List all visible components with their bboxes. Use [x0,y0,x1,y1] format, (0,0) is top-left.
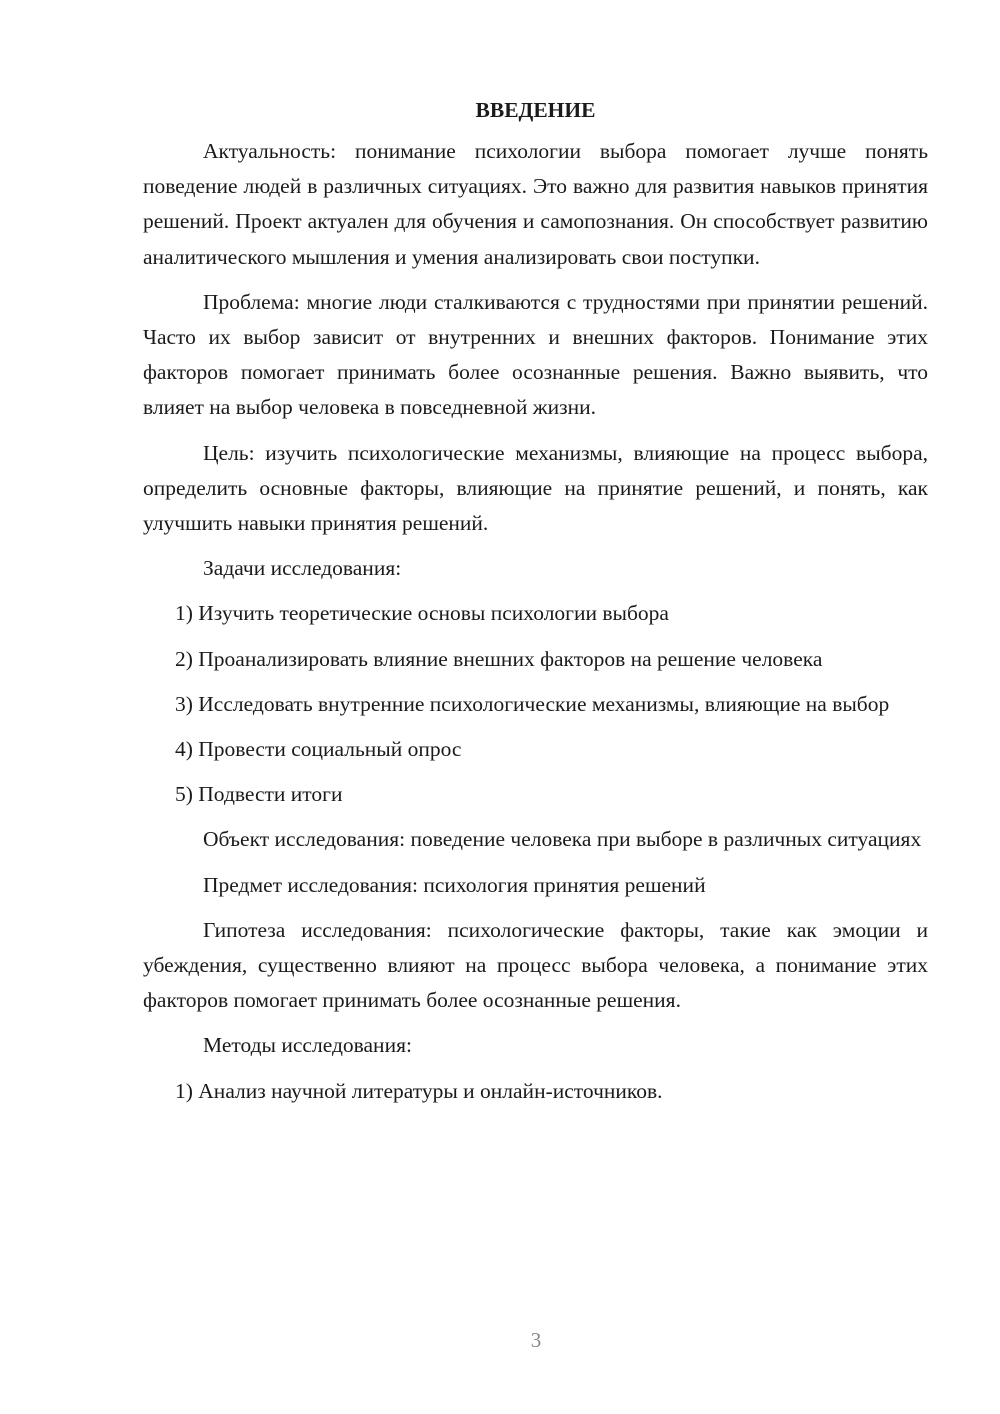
goal-paragraph: Цель: изучить психологические механизмы, влияющие на процесс выбора, определить основные факторы, влияющие на принятие решений, и понять, как улучшить навыки принятия решений. [143,440,928,536]
document-page [143,90,928,1119]
page-number: 3 [530,1328,542,1352]
tasks-heading: Задачи исследования: [203,556,402,581]
hypothesis-paragraph: Гипотеза исследования: психологические факторы, такие как эмоции и убеждения, существенно влияют на процесс выбора человека, а понимание этих факторов помогает принимать более осознанные решения. [143,917,928,1013]
relevance-paragraph: Актуальность: понимание психологии выбора помогает лучше понять поведение людей в различных ситуациях. Это важно для развития навыков принятия решений. Проект актуален для обучения и самопознания. Он способствует развитию аналитического мышления и умения анализировать свои поступки. [143,139,928,269]
task-item-3: 3) Исследовать внутренние психологические механизмы, влияющие на выбор [175,691,890,716]
task-item-4: 4) Провести социальный опрос [175,737,462,762]
subject-paragraph: Предмет исследования: психология принятия решений [203,872,706,897]
task-item-1: 1) Изучить теоретические основы психологии выбора [175,601,669,626]
task-item-5: 5) Подвести итоги [175,782,343,807]
object-paragraph: Объект исследования: поведение человека при выборе в различных ситуациях [203,827,922,852]
task-item-2: 2) Проанализировать влияние внешних факторов на решение человека [175,646,823,671]
methods-heading: Методы исследования: [203,1033,412,1058]
method-item-1: 1) Анализ научной литературы и онлайн-источников. [175,1078,663,1103]
section-title: ВВЕДЕНИЕ [475,98,596,122]
problem-paragraph: Проблема: многие люди сталкиваются с трудностями при принятии решений. Часто их выбор зависит от внутренних и внешних факторов. Понимание этих факторов помогает принимать более осознанные решения. Важно выявить, что влияет на выбор человека в повседневной жизни. [143,289,928,420]
